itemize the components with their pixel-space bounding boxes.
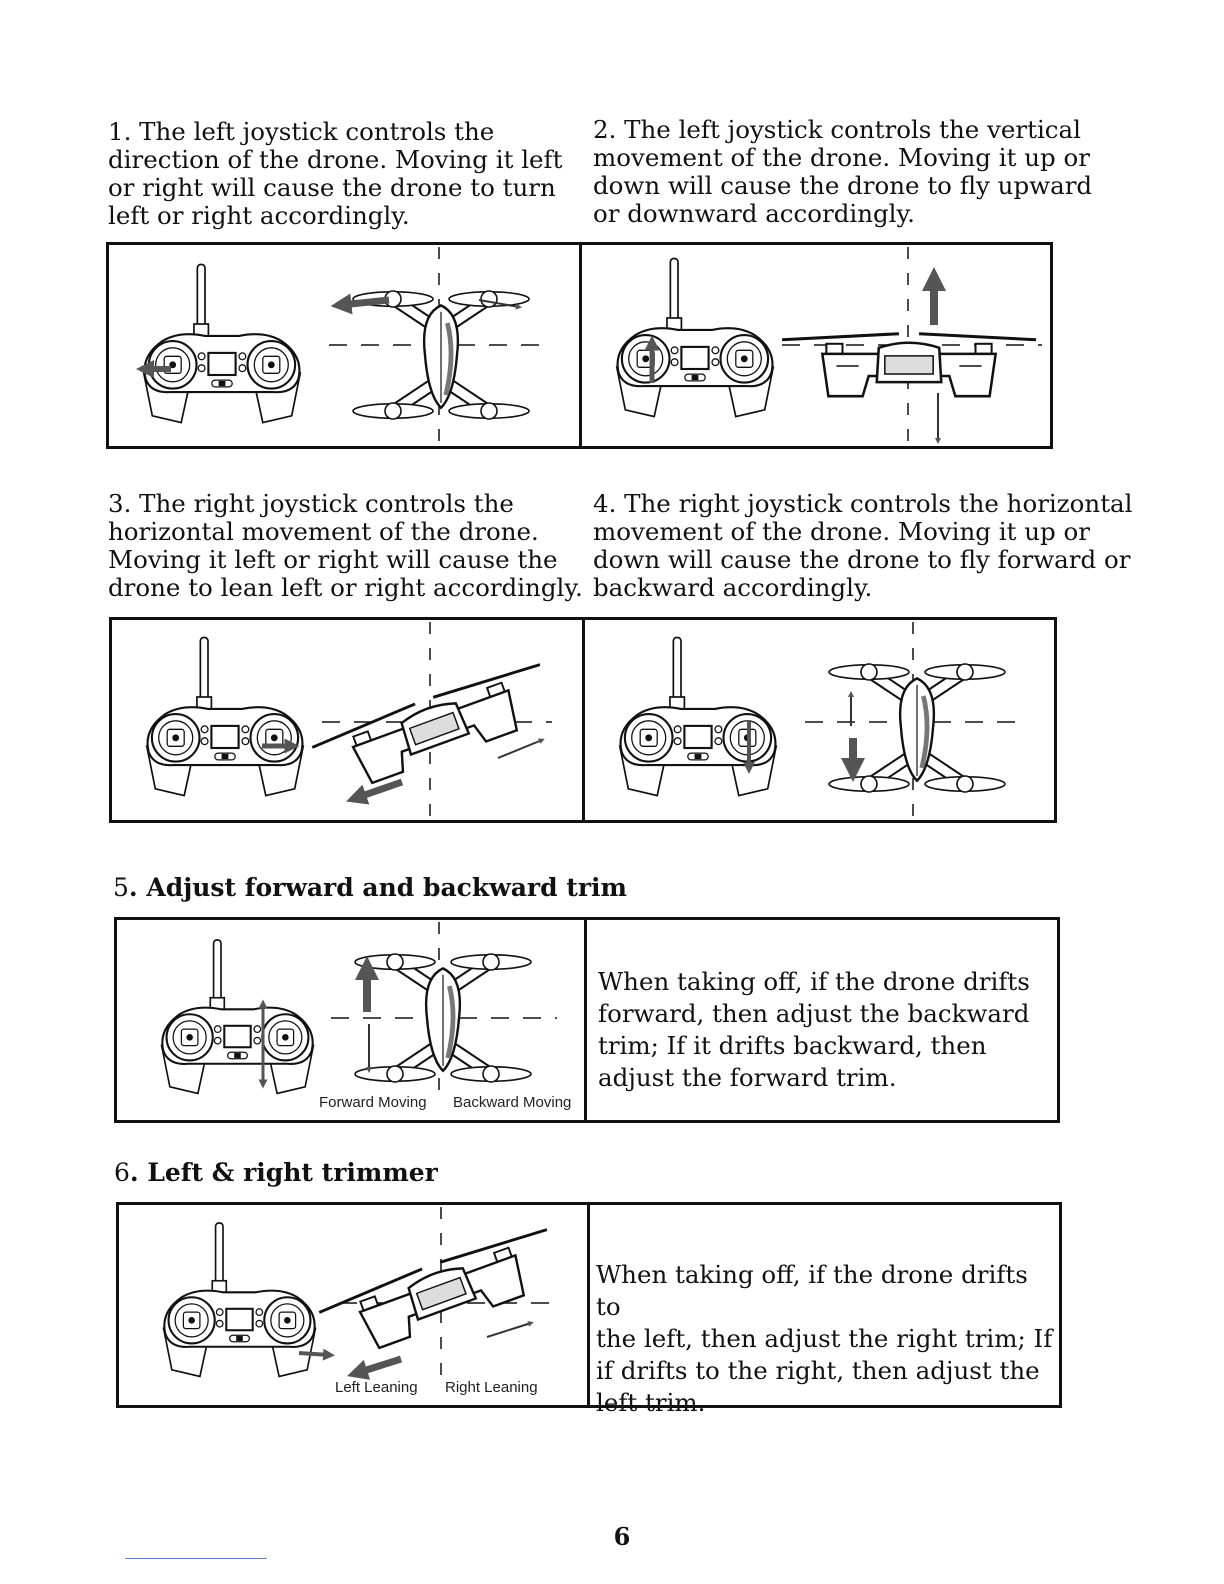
diagram-panel-4: [582, 617, 1057, 823]
diagram-panel-1: [106, 242, 582, 449]
caption-left-leaning: Left Leaning: [335, 1379, 418, 1396]
instruction-2-text: 2. The left joystick controls the vertical movement of the drone. Moving it up or down will cause the drone to fly upward or downward accordingly.: [593, 115, 1093, 228]
remote-controller-icon: [147, 638, 303, 796]
drone-top-view-icon: [829, 664, 1005, 792]
instruction-3-text: 3. The right joystick controls the horizontal movement of the drone. Moving it left or right will cause the drone to lean left or right accordingly.: [108, 489, 583, 602]
description-box-5: [584, 917, 1060, 1123]
drone-tilted-icon: [310, 659, 558, 798]
caption-forward-moving: Forward Moving: [319, 1094, 427, 1111]
section-5-description: When taking off, if the drone drifts forward, then adjust the backward trim; If it drifts backward, then adjust the forward trim.: [598, 967, 1030, 1092]
drone-top-view-icon: [353, 291, 529, 419]
arrow-icon: [487, 1323, 531, 1337]
page-number: 6: [613, 1522, 631, 1551]
remote-controller-icon: [162, 940, 314, 1093]
remote-controller-icon: [144, 265, 300, 423]
footer-line: [125, 1558, 267, 1559]
arrow-icon: [498, 740, 542, 758]
section-6-title: . Left & right trimmer: [129, 1158, 438, 1187]
diagram-panel-3: [109, 617, 585, 823]
diagram-panel-5: [114, 917, 587, 1123]
section-5-title: . Adjust forward and backward trim: [128, 873, 627, 902]
section-6-heading: [114, 1158, 438, 1187]
description-box-6: [587, 1202, 1062, 1417]
remote-controller-icon: [620, 638, 776, 796]
section-6-description: When taking off, if the drone drifts to the left, then adjust the right trim; If if drifts to the right, then adjust the left trim.: [596, 1260, 1053, 1417]
caption-right-leaning: Right Leaning: [445, 1379, 538, 1396]
drone-side-view-icon: [782, 334, 1036, 396]
remote-controller-icon: [164, 1223, 316, 1376]
arrow-icon: [357, 1359, 401, 1373]
remote-controller-icon: [617, 259, 773, 417]
section-5-heading: [113, 873, 627, 902]
diagram-panel-6: [116, 1202, 590, 1408]
arrow-icon: [341, 300, 389, 305]
arrow-icon: [356, 782, 402, 798]
instruction-4-text: 4. The right joystick controls the horizontal movement of the drone. Moving it up or down will cause the drone to fly forward or backward accordingly.: [593, 489, 1133, 602]
section-6-number: 6: [114, 1158, 130, 1187]
instruction-1-text: 1. The left joystick controls the direction of the drone. Moving it left or right will cause the drone to turn left or right accordingly.: [108, 117, 563, 230]
arrow-icon: [299, 1353, 329, 1355]
section-5-number: 5: [113, 873, 129, 902]
caption-backward-moving: Backward Moving: [453, 1094, 572, 1111]
diagram-panel-2: [579, 242, 1053, 449]
